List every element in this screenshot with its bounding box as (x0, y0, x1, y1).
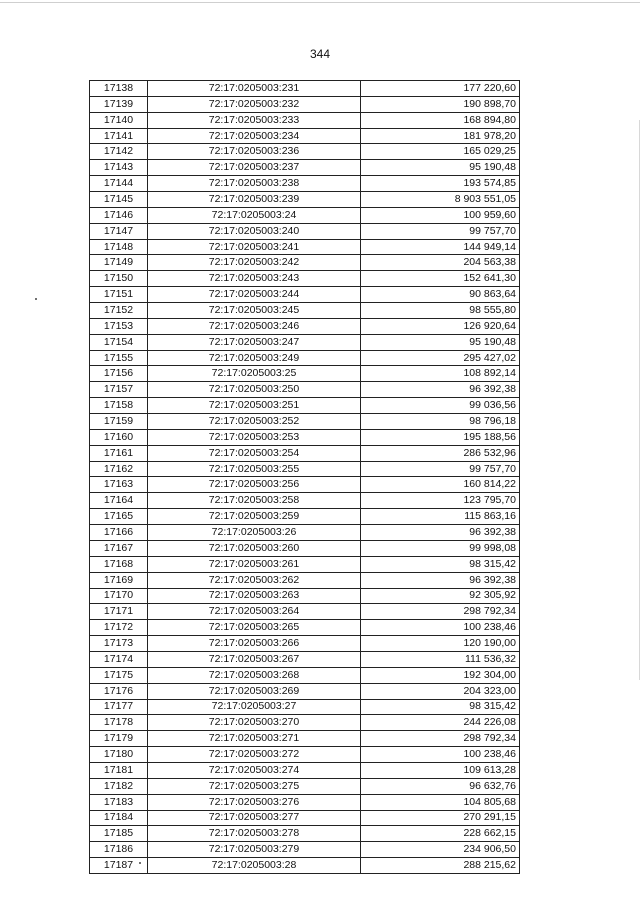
cadastral-value-cell: 204 563,38 (361, 255, 520, 271)
cadastral-number-cell: 72:17:0205003:246 (148, 318, 361, 334)
cadastral-number-cell: 72:17:0205003:266 (148, 636, 361, 652)
row-number-cell: 17182 (90, 778, 148, 794)
cadastral-value-cell: 95 190,48 (361, 334, 520, 350)
row-number-cell: 17163 (90, 477, 148, 493)
table-row (90, 540, 520, 556)
table-row (90, 207, 520, 223)
table-row (90, 429, 520, 445)
row-number-cell: 17174 (90, 651, 148, 667)
cadastral-number-cell: 72:17:0205003:277 (148, 810, 361, 826)
table-row (90, 493, 520, 509)
row-number-cell: 17152 (90, 303, 148, 319)
cadastral-value-cell: 298 792,34 (361, 604, 520, 620)
row-number-cell: 17158 (90, 398, 148, 414)
row-number-cell: 17169 (90, 572, 148, 588)
cadastral-value-cell: 98 555,80 (361, 303, 520, 319)
table-row (90, 223, 520, 239)
cadastral-number-cell: 72:17:0205003:264 (148, 604, 361, 620)
row-number-cell: 17171 (90, 604, 148, 620)
row-number-cell: 17147 (90, 223, 148, 239)
cadastral-value-cell: 96 392,38 (361, 382, 520, 398)
table-row (90, 826, 520, 842)
cadastral-value-cell: 120 190,00 (361, 636, 520, 652)
row-number-cell: 17166 (90, 525, 148, 541)
cadastral-value-cell: 286 532,96 (361, 445, 520, 461)
row-number-cell: 17142 (90, 144, 148, 160)
table-row (90, 461, 520, 477)
cadastral-number-cell: 72:17:0205003:252 (148, 414, 361, 430)
cadastral-number-cell: 72:17:0205003:274 (148, 762, 361, 778)
table-row (90, 350, 520, 366)
row-number-cell: 17165 (90, 509, 148, 525)
cadastral-number-cell: 72:17:0205003:27 (148, 699, 361, 715)
cadastral-value-cell: 144 949,14 (361, 239, 520, 255)
cadastral-value-cell: 98 315,42 (361, 556, 520, 572)
table-row (90, 160, 520, 176)
table-row (90, 366, 520, 382)
row-number-cell: 17144 (90, 176, 148, 192)
row-number-cell: 17140 (90, 112, 148, 128)
row-number-cell: 17168 (90, 556, 148, 572)
row-number-cell: 17154 (90, 334, 148, 350)
row-number-cell: 17139 (90, 96, 148, 112)
cadastral-number-cell: 72:17:0205003:250 (148, 382, 361, 398)
table-row (90, 699, 520, 715)
cadastral-value-cell: 98 796,18 (361, 414, 520, 430)
row-number-cell: 17172 (90, 620, 148, 636)
cadastral-value-cell: 99 998,08 (361, 540, 520, 556)
margin-mark (139, 862, 141, 864)
row-number-cell: 17157 (90, 382, 148, 398)
row-number-cell: 17153 (90, 318, 148, 334)
cadastral-number-cell: 72:17:0205003:233 (148, 112, 361, 128)
row-number-cell: 17180 (90, 747, 148, 763)
table-row (90, 271, 520, 287)
table-row (90, 81, 520, 97)
cadastral-number-cell: 72:17:0205003:275 (148, 778, 361, 794)
row-number-cell: 17160 (90, 429, 148, 445)
table-row (90, 144, 520, 160)
cadastral-value-cell: 298 792,34 (361, 731, 520, 747)
row-number-cell: 17149 (90, 255, 148, 271)
cadastral-number-cell: 72:17:0205003:232 (148, 96, 361, 112)
row-number-cell: 17178 (90, 715, 148, 731)
cadastral-number-cell: 72:17:0205003:28 (148, 858, 361, 874)
table-row (90, 842, 520, 858)
cadastral-value-cell: 181 978,20 (361, 128, 520, 144)
row-number-cell: 17167 (90, 540, 148, 556)
row-number-cell: 17138 (90, 81, 148, 97)
cadastral-value-cell: 96 392,38 (361, 525, 520, 541)
row-number-cell: 17176 (90, 683, 148, 699)
table-row (90, 287, 520, 303)
cadastral-value-cell: 99 036,56 (361, 398, 520, 414)
cadastral-number-cell: 72:17:0205003:249 (148, 350, 361, 366)
table-row (90, 747, 520, 763)
cadastral-value-cell: 177 220,60 (361, 81, 520, 97)
table-row (90, 572, 520, 588)
table-row (90, 398, 520, 414)
table-row (90, 509, 520, 525)
cadastral-number-cell: 72:17:0205003:255 (148, 461, 361, 477)
cadastral-value-cell: 190 898,70 (361, 96, 520, 112)
table-row (90, 112, 520, 128)
cadastral-number-cell: 72:17:0205003:260 (148, 540, 361, 556)
cadastral-value-cell: 193 574,85 (361, 176, 520, 192)
cadastral-number-cell: 72:17:0205003:271 (148, 731, 361, 747)
cadastral-value-cell: 160 814,22 (361, 477, 520, 493)
row-number-cell: 17146 (90, 207, 148, 223)
cadastral-value-cell: 98 315,42 (361, 699, 520, 715)
table-row (90, 477, 520, 493)
cadastral-value-cell: 109 613,28 (361, 762, 520, 778)
cadastral-value-cell: 100 238,46 (361, 620, 520, 636)
cadastral-value-cell: 99 757,70 (361, 223, 520, 239)
table-row (90, 128, 520, 144)
cadastral-number-cell: 72:17:0205003:267 (148, 651, 361, 667)
row-number-cell: 17179 (90, 731, 148, 747)
row-number-cell: 17150 (90, 271, 148, 287)
cadastral-number-cell: 72:17:0205003:231 (148, 81, 361, 97)
cadastral-number-cell: 72:17:0205003:25 (148, 366, 361, 382)
cadastral-number-cell: 72:17:0205003:276 (148, 794, 361, 810)
page-number: 344 (309, 47, 331, 61)
row-number-cell: 17161 (90, 445, 148, 461)
cadastral-value-cell: 95 190,48 (361, 160, 520, 176)
registry-table (89, 80, 520, 874)
cadastral-number-cell: 72:17:0205003:236 (148, 144, 361, 160)
cadastral-value-cell: 104 805,68 (361, 794, 520, 810)
cadastral-number-cell: 72:17:0205003:256 (148, 477, 361, 493)
table-row (90, 96, 520, 112)
cadastral-number-cell: 72:17:0205003:268 (148, 667, 361, 683)
cadastral-number-cell: 72:17:0205003:234 (148, 128, 361, 144)
cadastral-value-cell: 288 215,62 (361, 858, 520, 874)
row-number-cell: 17151 (90, 287, 148, 303)
cadastral-value-cell: 96 632,76 (361, 778, 520, 794)
cadastral-value-cell: 195 188,56 (361, 429, 520, 445)
table-row (90, 636, 520, 652)
cadastral-value-cell: 90 863,64 (361, 287, 520, 303)
cadastral-number-cell: 72:17:0205003:269 (148, 683, 361, 699)
table-row (90, 667, 520, 683)
row-number-cell: 17143 (90, 160, 148, 176)
table-row (90, 556, 520, 572)
cadastral-number-cell: 72:17:0205003:243 (148, 271, 361, 287)
table-row (90, 414, 520, 430)
table-row (90, 525, 520, 541)
cadastral-number-cell: 72:17:0205003:240 (148, 223, 361, 239)
table-row (90, 445, 520, 461)
cadastral-value-cell: 168 894,80 (361, 112, 520, 128)
cadastral-value-cell: 152 641,30 (361, 271, 520, 287)
row-number-cell: 17177 (90, 699, 148, 715)
margin-mark (35, 298, 37, 300)
cadastral-value-cell: 111 536,32 (361, 651, 520, 667)
cadastral-value-cell: 270 291,15 (361, 810, 520, 826)
cadastral-number-cell: 72:17:0205003:263 (148, 588, 361, 604)
cadastral-value-cell: 228 662,15 (361, 826, 520, 842)
table-row (90, 778, 520, 794)
table-row (90, 303, 520, 319)
table-row (90, 588, 520, 604)
cadastral-value-cell: 115 863,16 (361, 509, 520, 525)
cadastral-value-cell: 192 304,00 (361, 667, 520, 683)
table-row (90, 334, 520, 350)
table-row (90, 762, 520, 778)
table-row (90, 620, 520, 636)
cadastral-value-cell: 100 959,60 (361, 207, 520, 223)
cadastral-number-cell: 72:17:0205003:259 (148, 509, 361, 525)
cadastral-number-cell: 72:17:0205003:241 (148, 239, 361, 255)
cadastral-number-cell: 72:17:0205003:237 (148, 160, 361, 176)
table-row (90, 731, 520, 747)
row-number-cell: 17187 (90, 858, 148, 874)
row-number-cell: 17185 (90, 826, 148, 842)
cadastral-value-cell: 123 795,70 (361, 493, 520, 509)
top-scan-edge (0, 2, 640, 3)
table-row (90, 192, 520, 208)
cadastral-number-cell: 72:17:0205003:279 (148, 842, 361, 858)
cadastral-value-cell: 165 029,25 (361, 144, 520, 160)
cadastral-number-cell: 72:17:0205003:270 (148, 715, 361, 731)
table-row (90, 382, 520, 398)
table-row (90, 651, 520, 667)
cadastral-number-cell: 72:17:0205003:261 (148, 556, 361, 572)
cadastral-number-cell: 72:17:0205003:254 (148, 445, 361, 461)
cadastral-value-cell: 204 323,00 (361, 683, 520, 699)
row-number-cell: 17173 (90, 636, 148, 652)
cadastral-value-cell: 244 226,08 (361, 715, 520, 731)
table-row (90, 176, 520, 192)
table-row (90, 683, 520, 699)
row-number-cell: 17156 (90, 366, 148, 382)
cadastral-number-cell: 72:17:0205003:278 (148, 826, 361, 842)
cadastral-value-cell: 96 392,38 (361, 572, 520, 588)
row-number-cell: 17183 (90, 794, 148, 810)
cadastral-value-cell: 8 903 551,05 (361, 192, 520, 208)
cadastral-value-cell: 126 920,64 (361, 318, 520, 334)
cadastral-number-cell: 72:17:0205003:24 (148, 207, 361, 223)
row-number-cell: 17155 (90, 350, 148, 366)
row-number-cell: 17186 (90, 842, 148, 858)
cadastral-value-cell: 92 305,92 (361, 588, 520, 604)
cadastral-number-cell: 72:17:0205003:239 (148, 192, 361, 208)
cadastral-value-cell: 234 906,50 (361, 842, 520, 858)
row-number-cell: 17141 (90, 128, 148, 144)
cadastral-number-cell: 72:17:0205003:245 (148, 303, 361, 319)
cadastral-number-cell: 72:17:0205003:242 (148, 255, 361, 271)
cadastral-number-cell: 72:17:0205003:247 (148, 334, 361, 350)
row-number-cell: 17162 (90, 461, 148, 477)
row-number-cell: 17148 (90, 239, 148, 255)
table-row (90, 810, 520, 826)
cadastral-value-cell: 100 238,46 (361, 747, 520, 763)
cadastral-number-cell: 72:17:0205003:258 (148, 493, 361, 509)
cadastral-number-cell: 72:17:0205003:265 (148, 620, 361, 636)
cadastral-value-cell: 295 427,02 (361, 350, 520, 366)
registry-table-body (90, 81, 520, 874)
row-number-cell: 17175 (90, 667, 148, 683)
table-row (90, 715, 520, 731)
table-row (90, 318, 520, 334)
row-number-cell: 17184 (90, 810, 148, 826)
row-number-cell: 17159 (90, 414, 148, 430)
cadastral-number-cell: 72:17:0205003:26 (148, 525, 361, 541)
table-row (90, 604, 520, 620)
cadastral-number-cell: 72:17:0205003:262 (148, 572, 361, 588)
cadastral-number-cell: 72:17:0205003:238 (148, 176, 361, 192)
row-number-cell: 17164 (90, 493, 148, 509)
table-row (90, 255, 520, 271)
row-number-cell: 17181 (90, 762, 148, 778)
row-number-cell: 17170 (90, 588, 148, 604)
table-row (90, 239, 520, 255)
cadastral-number-cell: 72:17:0205003:251 (148, 398, 361, 414)
cadastral-number-cell: 72:17:0205003:253 (148, 429, 361, 445)
cadastral-number-cell: 72:17:0205003:272 (148, 747, 361, 763)
cadastral-value-cell: 99 757,70 (361, 461, 520, 477)
cadastral-value-cell: 108 892,14 (361, 366, 520, 382)
cadastral-number-cell: 72:17:0205003:244 (148, 287, 361, 303)
table-row (90, 794, 520, 810)
table-row (90, 858, 520, 874)
row-number-cell: 17145 (90, 192, 148, 208)
